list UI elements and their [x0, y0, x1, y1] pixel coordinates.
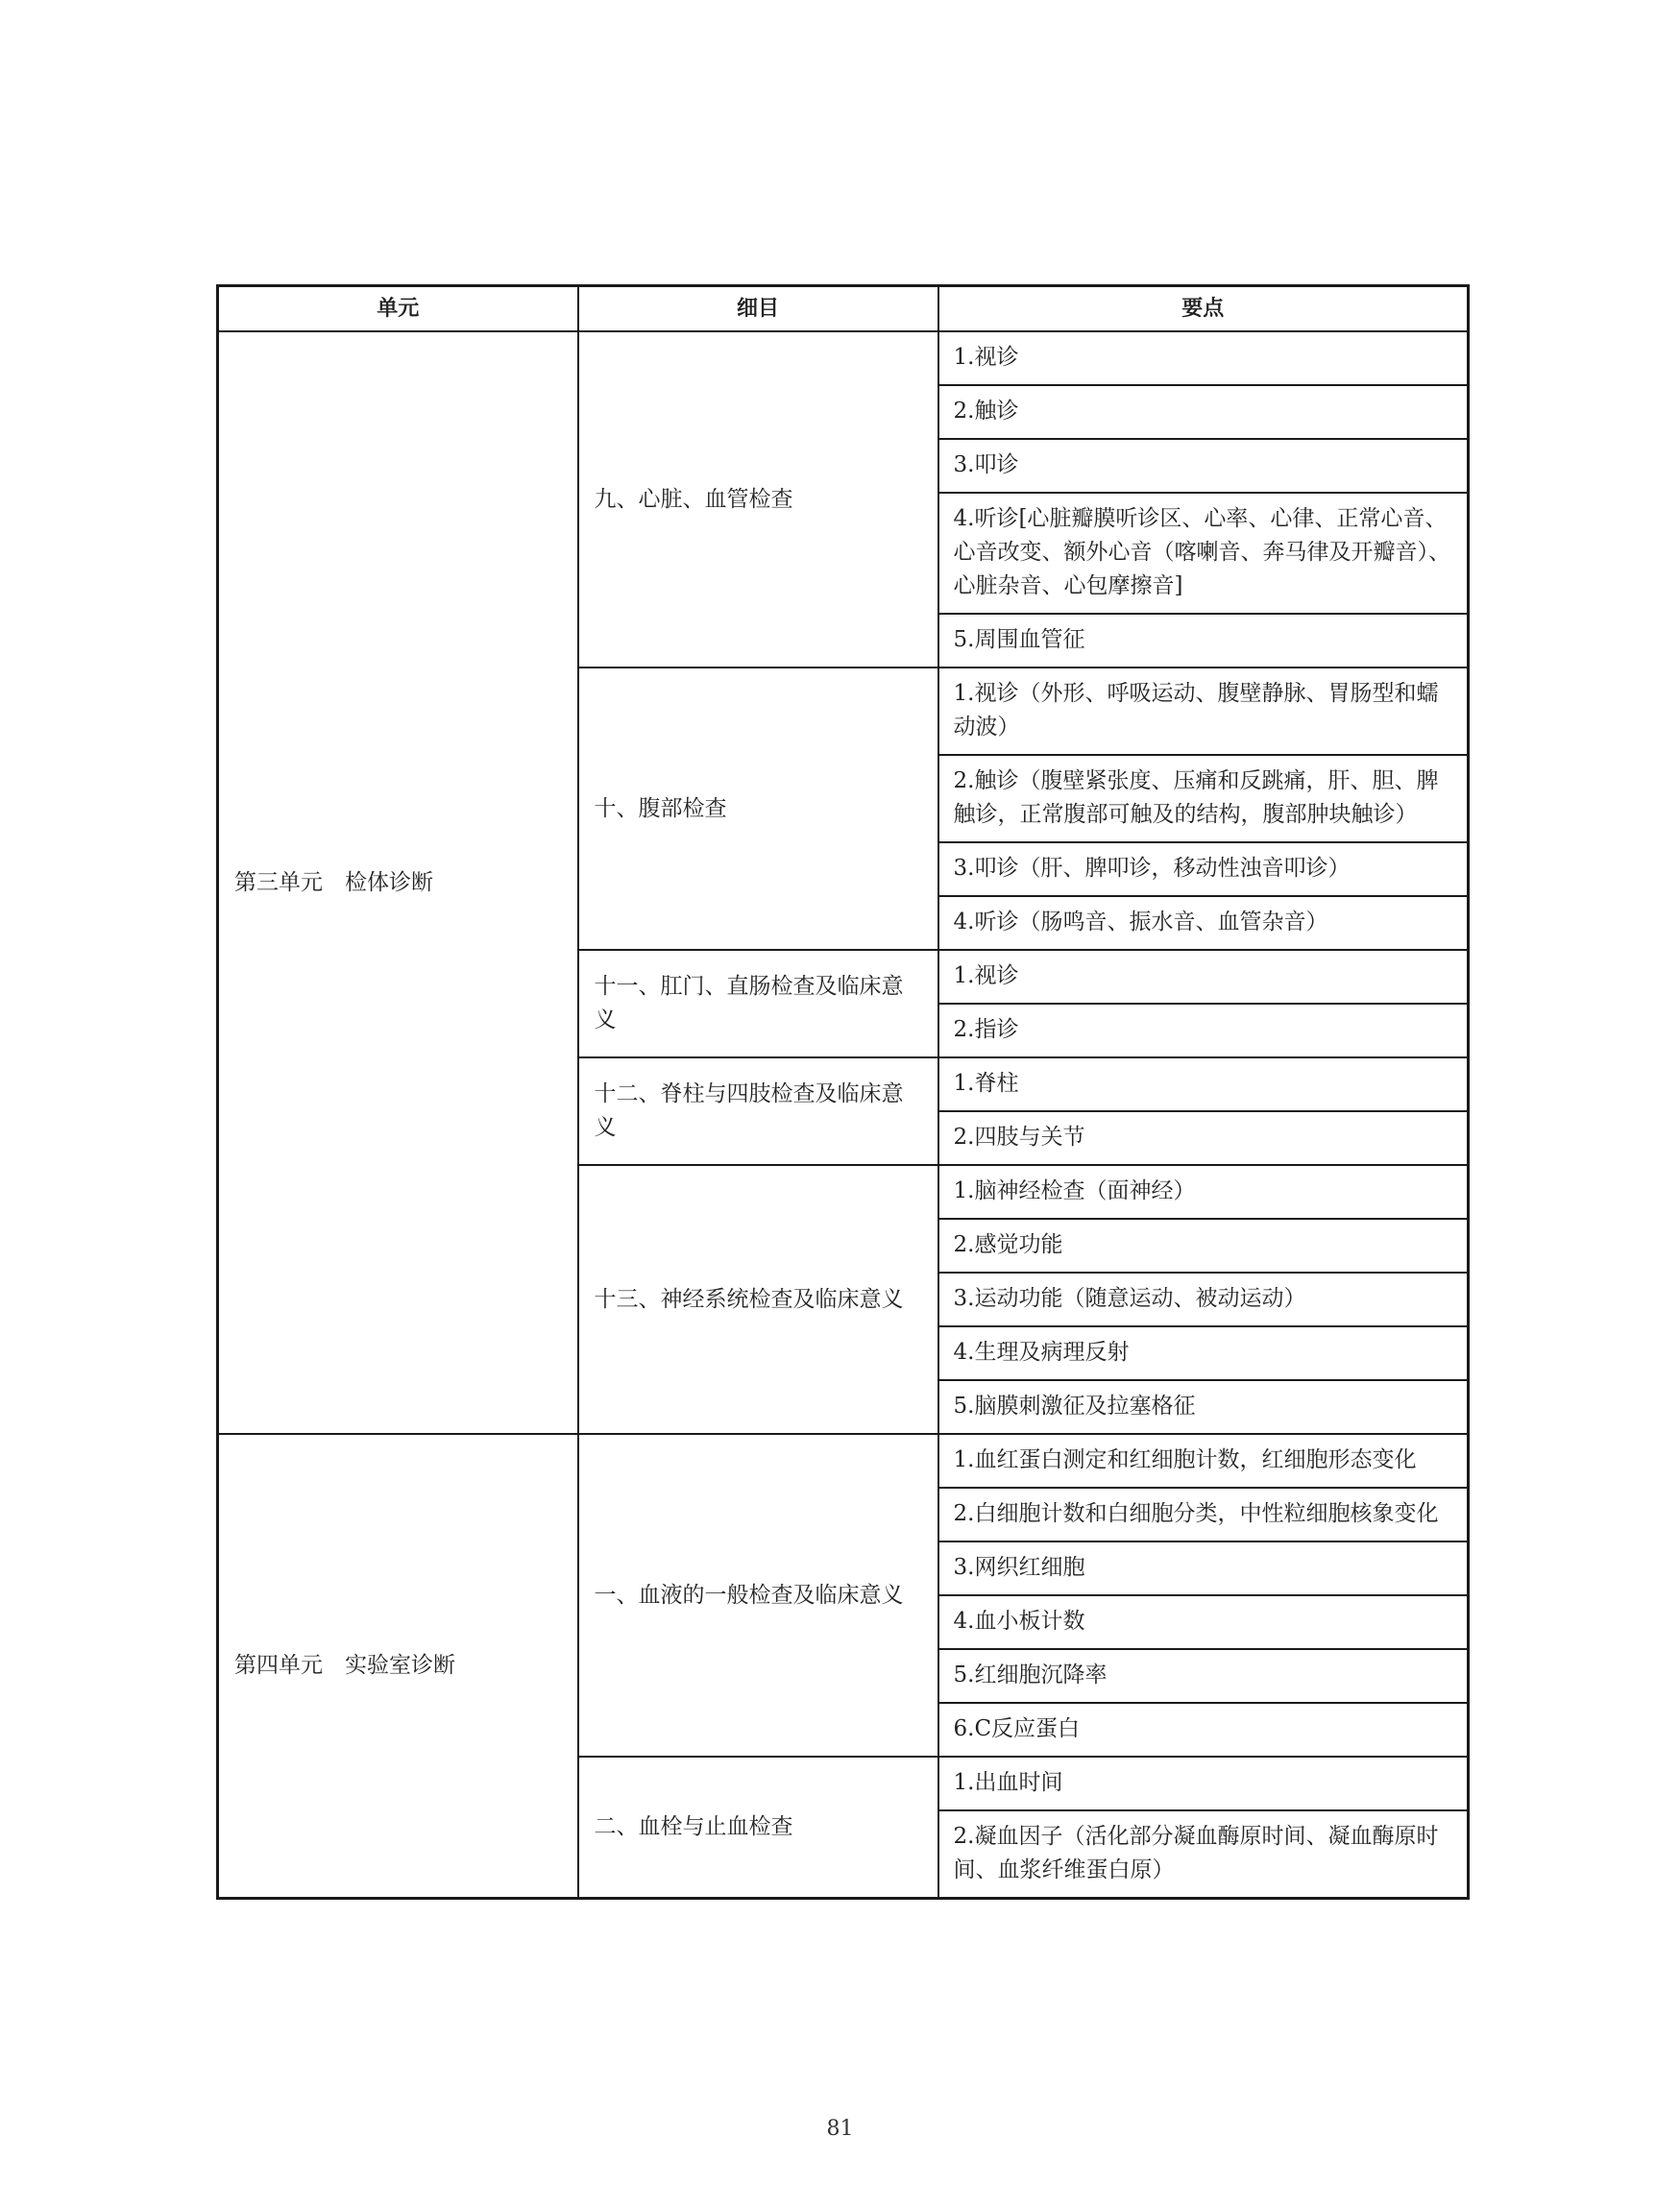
- point-cell: 2.白细胞计数和白细胞分类，中性粒细胞核象变化: [938, 1488, 1469, 1541]
- header-item: 细目: [578, 286, 938, 332]
- item-cell: 一、血液的一般检查及临床意义: [578, 1434, 938, 1757]
- point-cell: 3.网织红细胞: [938, 1541, 1469, 1595]
- table-row: [218, 331, 1469, 385]
- point-cell: 5.脑膜刺激征及拉塞格征: [938, 1380, 1469, 1434]
- point-cell: 1.脊柱: [938, 1057, 1469, 1111]
- point-cell: 4.听诊[心脏瓣膜听诊区、心率、心律、正常心音、心音改变、额外心音（喀喇音、奔马律及开瓣音）、心脏杂音、心包摩擦音]: [938, 493, 1469, 614]
- point-cell: 2.四肢与关节: [938, 1111, 1469, 1165]
- point-cell: 2.感觉功能: [938, 1219, 1469, 1273]
- point-cell: 2.凝血因子（活化部分凝血酶原时间、凝血酶原时间、血浆纤维蛋白原）: [938, 1810, 1469, 1899]
- page-number: 81: [826, 2117, 854, 2141]
- table-row: [218, 1434, 1469, 1488]
- point-cell: 1.视诊: [938, 950, 1469, 1004]
- point-cell: 4.听诊（肠鸣音、振水音、血管杂音）: [938, 896, 1469, 950]
- unit-cell-3: 第三单元 检体诊断: [218, 331, 578, 1434]
- point-cell: 2.指诊: [938, 1004, 1469, 1057]
- unit-cell-4: 第四单元 实验室诊断: [218, 1434, 578, 1899]
- point-cell: 1.血红蛋白测定和红细胞计数，红细胞形态变化: [938, 1434, 1469, 1488]
- point-cell: 3.叩诊（肝、脾叩诊，移动性浊音叩诊）: [938, 842, 1469, 896]
- table-header-row: [218, 286, 1469, 332]
- header-points: 要点: [938, 286, 1469, 332]
- point-cell: 5.红细胞沉降率: [938, 1649, 1469, 1703]
- item-cell: 十、腹部检查: [578, 668, 938, 950]
- item-cell: 十二、脊柱与四肢检查及临床意义: [578, 1057, 938, 1165]
- point-cell: 4.血小板计数: [938, 1595, 1469, 1649]
- point-cell: 2.触诊: [938, 385, 1469, 439]
- point-cell: 4.生理及病理反射: [938, 1326, 1469, 1380]
- point-cell: 2.触诊（腹壁紧张度、压痛和反跳痛，肝、胆、脾触诊，正常腹部可触及的结构，腹部肿块触诊）: [938, 755, 1469, 842]
- item-cell: 十一、肛门、直肠检查及临床意义: [578, 950, 938, 1057]
- point-cell: 3.运动功能（随意运动、被动运动）: [938, 1273, 1469, 1326]
- item-cell: 十三、神经系统检查及临床意义: [578, 1165, 938, 1434]
- point-cell: 1.出血时间: [938, 1757, 1469, 1810]
- header-unit: 单元: [218, 286, 578, 332]
- item-cell: 九、心脏、血管检查: [578, 331, 938, 668]
- point-cell: 6.C反应蛋白: [938, 1703, 1469, 1757]
- point-cell: 3.叩诊: [938, 439, 1469, 493]
- point-cell: 1.视诊: [938, 331, 1469, 385]
- point-cell: 1.视诊（外形、呼吸运动、腹壁静脉、胃肠型和蠕动波）: [938, 668, 1469, 755]
- item-cell: 二、血栓与止血检查: [578, 1757, 938, 1899]
- syllabus-table: [216, 284, 1470, 1900]
- point-cell: 5.周围血管征: [938, 614, 1469, 668]
- point-cell: 1.脑神经检查（面神经）: [938, 1165, 1469, 1219]
